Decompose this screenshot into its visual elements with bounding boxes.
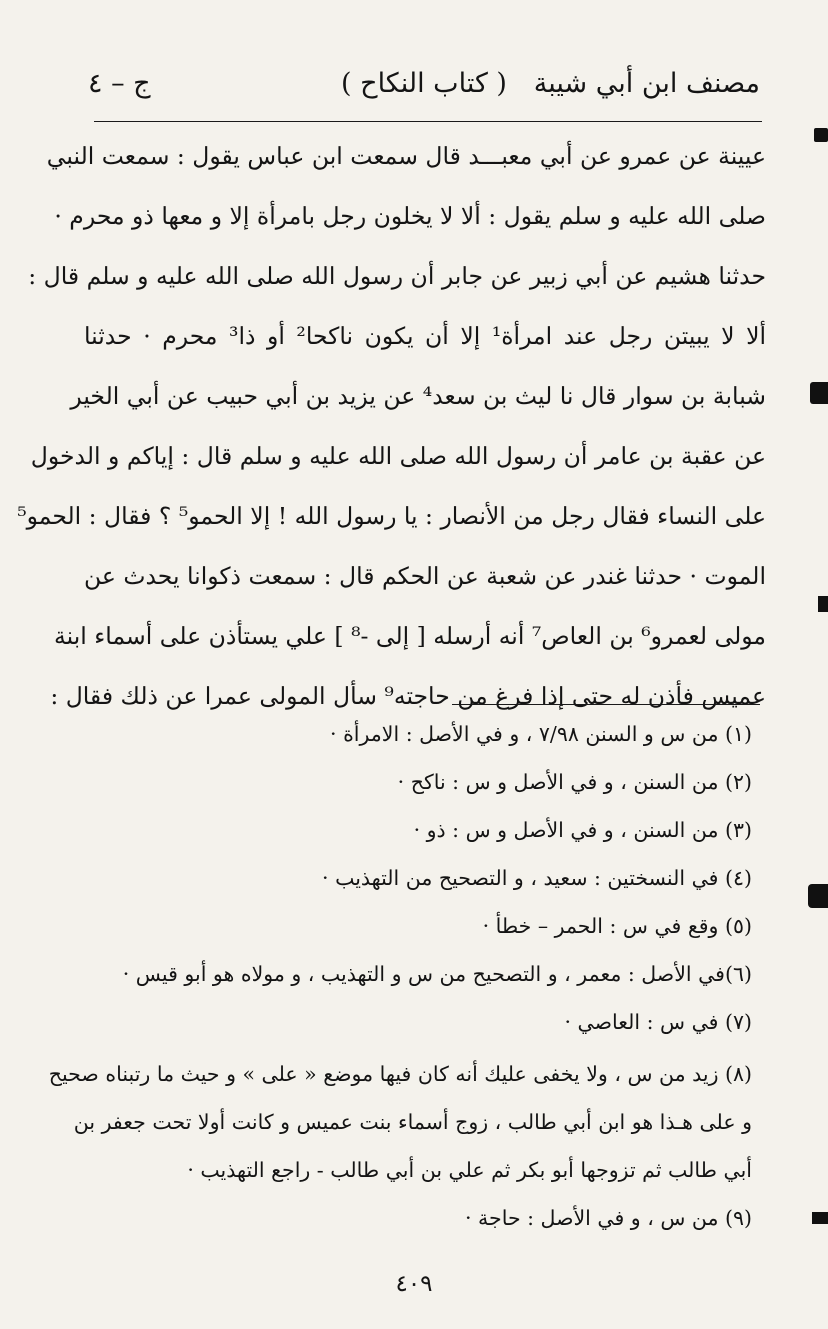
text-line: عيينة عن عمرو عن أبي معبـــد قال سمعت ابن عباس يقول : سمعت النبي	[46, 142, 766, 170]
book-title: مصنف ابن أبي شيبة	[533, 68, 760, 99]
text-line: الموت · حدثنا غندر عن شعبة عن الحكم قال : سمعت ذكوانا يحدث عن	[83, 562, 766, 590]
text-line: على النساء فقال رجل من الأنصار : يا رسول الله ! إلا الحمو⁵ ؟ فقال : الحمو⁵	[17, 502, 766, 530]
text-line: صلى الله عليه و سلم يقول : ألا لا يخلون رجل بامرأة إلا و معها ذو محرم ·	[54, 202, 766, 230]
margin-tab-mark	[818, 596, 828, 612]
footnote-2: (٢) من السنن ، و في الأصل و س : ناكح ·	[397, 770, 752, 794]
footnote-1: (١) من س و السنن ٧/٩٨ ، و في الأصل : الامرأة ·	[330, 722, 752, 746]
footnote-7: (٧) في س : العاصي ·	[564, 1010, 752, 1034]
footnote-9: (٩) من س ، و في الأصل : حاجة ·	[465, 1206, 752, 1230]
footnote-8-continued: و على هـذا هو ابن أبي طالب ، زوج أسماء بنت عميس و كانت أولا تحت جعفر بن	[73, 1110, 752, 1134]
footnote-4: (٤) في النسختين : سعيد ، و التصحيح من التهذيب ·	[322, 866, 752, 890]
text-line: ألا لا يبيتن رجل عند امرأة¹ إلا أن يكون ناكحا² أو ذا³ محرم · حدثنا	[84, 322, 767, 350]
footnote-8-continued: أبي طالب ثم تزوجها أبو بكر ثم علي بن أبي طالب - راجع التهذيب ·	[187, 1158, 752, 1182]
margin-tab-mark	[812, 1212, 828, 1224]
margin-tab-mark	[814, 128, 828, 142]
text-line: حدثنا هشيم عن أبي زبير عن جابر أن رسول الله صلى الله عليه و سلم قال :	[28, 262, 766, 290]
header-rule	[94, 121, 762, 122]
text-line: مولى لعمرو⁶ بن العاص⁷ أنه أرسله [ إلى -⁸ ] علي يستأذن على أسماء ابنة	[54, 622, 766, 650]
footnote-8: (٨) زيد من س ، ولا يخفى عليك أنه كان فيها موضع « على » و حيث ما رتبناه صحيح	[48, 1062, 752, 1086]
text-line: عميس فأذن له حتى إذا فرغ من حاجته⁹ سأل المولى عمرا عن ذلك فقال :	[50, 682, 766, 710]
margin-tab-mark	[810, 382, 828, 404]
margin-tab-mark	[808, 884, 828, 908]
text-line: عن عقبة بن عامر أن رسول الله صلى الله عليه و سلم قال : إياكم و الدخول	[30, 442, 766, 470]
running-header	[88, 62, 760, 106]
footnote-rule	[452, 704, 760, 705]
footnote-5: (٥) وقع في س : الحمر – خطأ ·	[482, 914, 752, 938]
page-number: ٤٠٩	[395, 1271, 433, 1297]
chapter-title: ( كتاب النكاح )	[341, 68, 507, 99]
footnote-6: (٦)في الأصل : معمر ، و التصحيح من س و التهذيب ، و مولاه هو أبو قيس ·	[122, 962, 752, 986]
volume-label: ج – ٤	[88, 68, 151, 99]
footnote-3: (٣) من السنن ، و في الأصل و س : ذو ·	[413, 818, 752, 842]
text-line: شبابة بن سوار قال نا ليث بن سعد⁴ عن يزيد بن أبي حبيب عن أبي الخير	[70, 382, 766, 410]
